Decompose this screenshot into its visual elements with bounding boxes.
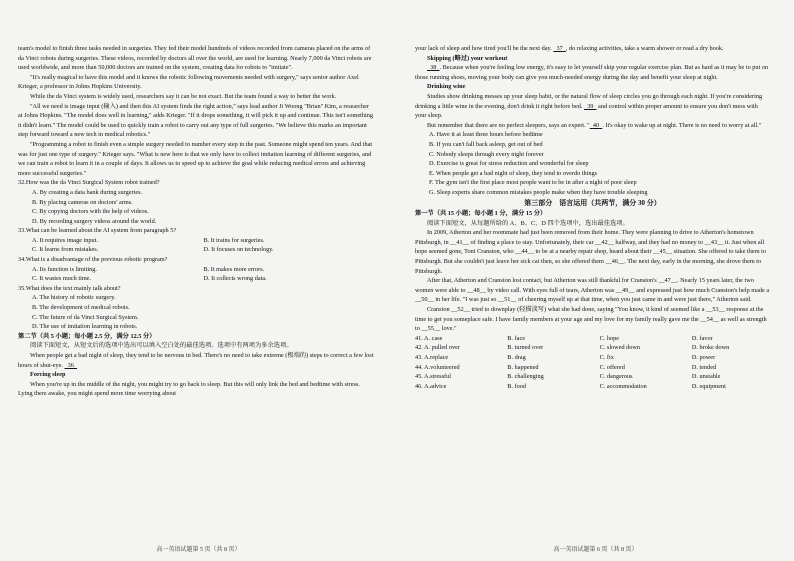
- paragraph-text: . Because when you're feeling low energy, it's easy to let yourself skip your regular exercise plan. But as hard as it may be to put on those running shoes, moving your body can give you much-needed energy during the day and benefit your sleep at night.: [415, 64, 769, 81]
- option-row: [415, 363, 770, 373]
- choice: A. Have it at least three hours before bedtime: [429, 131, 543, 139]
- option: C. It learns from mistakes.: [32, 246, 99, 254]
- paragraph: [415, 44, 770, 54]
- option: D. unstable: [691, 373, 721, 381]
- option: C. slowed down: [599, 344, 641, 352]
- option: B. turned over: [507, 344, 544, 352]
- part-title: 第三部分 语言运用（共两节，满分 30 分）: [524, 198, 661, 207]
- option: C. It wastes much time.: [32, 275, 92, 283]
- paragraph: When you're up in the middle of the night, you might try to go back to sleep. But this will only link the bed and bedtime with stress. Lying there awake, you might spend more time worrying about: [18, 380, 360, 398]
- paragraph: In 2009, Atherton and her roommate had just been removed from their home. They were planning to drive to Atherton's hometown Pittsburgh, in __41__ of finding a place to stay. Unfortunately, their car __42__ halfway, and they had no money to __43__ it. Just when all hope seemed gone, Toni Cranston, who __44__ to be at a nearby repair shop, heard about their __45__ situation. She offered to take them to Pittsburgh. But she couldn't just leave her sick cat then, so she offered them __46__. The next day, early in the morning, she drove them to Pittsburgh.: [415, 229, 766, 275]
- subheading: Skipping (略过) your workout: [427, 54, 508, 62]
- paragraph: [18, 351, 375, 370]
- paragraph-text: But remember that there are no perfect sleepers, says an expert. ": [427, 121, 590, 129]
- blank-37: [553, 45, 566, 52]
- option: C. dangerous: [599, 373, 633, 381]
- paragraph: "It's really magical to have this model and it knows the robotic following movements needed with surgery," says senior author Axel Krieger, a professor in Johns Hopkins University.: [18, 73, 359, 91]
- choice: B. If you can't fall back asleep, get out of bed: [429, 140, 543, 148]
- page-footer: 高一英语试题第 5 页（共 8 页）: [156, 547, 241, 554]
- option: C. offered: [599, 363, 625, 371]
- option: D. favor: [691, 334, 713, 342]
- subheading: Drinking wine: [427, 83, 466, 91]
- option: D. equipment: [691, 382, 726, 390]
- blank-number: 38: [430, 64, 437, 72]
- paragraph: "Programming a robot to finish even a simple surgery needed to number every step in the past. Someone might spend ten years. And that was for just one type of surgery." Krieger says. "What is new here is that we only have to collect imitation learning of different surgeries, and we can train a robot to learn it in a couple of days. It allows us to speed up to achieve the goal while reducing medical errors and achieving more successful surgeries.": [18, 140, 373, 177]
- option: D. It collects wrong data.: [203, 275, 267, 283]
- option: C. accommodation: [599, 382, 647, 390]
- section-instruction: 阅读下面短文，从短文后的选项中选出可以填入空白处的最佳选项。选项中有两项为多余选项。: [30, 342, 293, 350]
- question-35: 35.What does the text mainly talk about?: [18, 284, 121, 292]
- blank-number: 36: [67, 361, 74, 369]
- option: B. It trains for surgeries.: [203, 236, 265, 244]
- question-33: 33.What can be learned about the AI system from paragraph 5?: [18, 227, 177, 235]
- option-row: [415, 334, 770, 344]
- question-32: 32.How was the da Vinci Surgical System robot trained?: [18, 179, 160, 187]
- paragraph-text: . It's okay to wake up at night. There is no need to worry at all.": [602, 121, 762, 129]
- blank-40: [590, 122, 603, 129]
- option: B. The development of medical robots.: [32, 304, 130, 312]
- page-footer: 高一英语试题第 6 页（共 8 页）: [553, 547, 638, 554]
- option: 44. A.volunteered: [415, 363, 460, 371]
- option: A. By creating a data bank during surgeries.: [32, 188, 143, 196]
- choice: D. Exercise is great for stress reduction and wonderful for sleep: [429, 160, 589, 168]
- option: B. drag: [507, 354, 526, 361]
- section-title: 第一节（共 15 小题；每小题 1 分，满分 15 分）: [415, 210, 547, 218]
- paragraph-text: When people get a bad night of sleep, they tend to be nervous in bed. There's no need to take extreme (极端的) steps to correct a few lost hours of shut-eye.: [18, 352, 374, 369]
- choice: F. The gym isn't the first place most people want to be in after a night of poor sleep: [429, 179, 637, 187]
- question-34: 34.What is a disadvantage of the previous robotic program?: [18, 256, 168, 264]
- option: C. The future of da Vinci Surgical System.: [32, 313, 139, 321]
- option: C. By copying doctors with the help of videos.: [32, 208, 149, 216]
- option: 43. A.replace: [415, 354, 449, 361]
- option-row: [415, 353, 770, 363]
- option-row: [18, 245, 375, 255]
- paragraph-text: and control within proper amount to ensure you don't mess with your sleep.: [415, 102, 758, 120]
- option-row: [18, 236, 375, 246]
- option: B. face: [507, 334, 525, 342]
- choice: G. Sleep experts share common mistakes people make when they have trouble sleeping: [429, 188, 648, 196]
- option: 46. A.advice: [415, 382, 447, 390]
- page-6: [397, 0, 794, 561]
- paragraph: Cranston __52__ tried to downplay (轻描淡写) what she had done, saying "You know, it kind of seemed like a __53__ response at the time to get you someplace safe. I have family members at your age and my love for my family really gave me the __54__ as well as strength to __55__ love.": [415, 306, 767, 333]
- option: 41. A. case: [415, 334, 443, 342]
- blank-39: [584, 103, 597, 110]
- option-row: [18, 265, 375, 275]
- paragraph: "All we need is image input (输入) and then this AI system finds the right action," says lead author Ji Woong "Brian" Kim, a researcher at Johns Hopkins. "The model does well in learning," adds Krieger. "If it drops something, it will pick it up and continue. This isn't something it didn't learn." The model could be used to quickly train a robot to carry out any type of full surgeries. "We believe this marks an important step forward toward a new tech in medical robotics.": [18, 102, 373, 139]
- option: B. food: [507, 382, 527, 390]
- paragraph: [415, 63, 770, 82]
- blank-number: 37: [556, 45, 563, 52]
- option: 45. A.stressful: [415, 373, 451, 381]
- option: D. It focuses on technology.: [203, 246, 274, 254]
- option-row: [415, 372, 770, 382]
- option: C. fix: [599, 354, 614, 361]
- blank-38: [427, 64, 440, 71]
- choice: E. When people get a bad night of sleep, they tend to overdo things: [429, 169, 598, 177]
- option: B. happened: [507, 363, 539, 371]
- option: B. By placing cameras on doctors' arms.: [32, 198, 133, 206]
- section-instruction: 阅读下面短文，从每题所给的 A、B、C、D 四个选项中，选出最佳选项。: [427, 219, 629, 227]
- option-row: [415, 343, 770, 353]
- option: D. broke down: [691, 344, 730, 352]
- option: C. hope: [599, 334, 620, 342]
- subheading: Forcing sleep: [30, 371, 66, 379]
- blank-number: 40: [592, 121, 600, 129]
- choice: C. Nobody sleeps through every night forever: [429, 150, 544, 158]
- blank-36: [65, 362, 78, 369]
- option: D. power: [691, 354, 716, 361]
- option: B. challenging: [507, 373, 544, 381]
- paragraph-text: , do relaxing activities, take a warm shower or read a dry book.: [565, 45, 724, 52]
- option-row: [18, 274, 375, 284]
- paragraph: [415, 121, 770, 131]
- option: D. tended: [691, 363, 717, 371]
- option-row: [415, 382, 770, 392]
- option: B. It makes more errors.: [203, 265, 265, 273]
- option: A. The history of robotic surgery.: [32, 294, 116, 302]
- paragraph: [415, 92, 770, 121]
- option: A. Its function is limiting.: [32, 265, 97, 273]
- paragraph: After that, Atherton and Cranston lost contact, but Atherton was still thankful for Cranston's __47__. Nearly 15 years later, the two women were able to __48__ by video call. With eyes full of tears, Atherton was __49__ and expressed just how much Cranston's help made a __50__ in her life. "I was just so __51__ of cheering myself up at that time, when you just came in and were just there," Atherton said.: [415, 277, 770, 304]
- paragraph-text: your lack of sleep and how tired you'll be the next day.: [415, 45, 552, 52]
- option: A. It requires image input.: [32, 236, 98, 244]
- option: 42. A. pulled over: [415, 344, 460, 352]
- paragraph: While the da Vinci system is widely used, researchers say it can be not exact. But the team found a way to better the work.: [30, 92, 337, 100]
- option: D. By recording surgery videos around the world.: [32, 217, 157, 225]
- paragraph: team's model to finish three tasks needed in surgeries. They fed their model hundreds of videos recorded from cameras placed on the arms of da Vinci robots during surgeries. These videos, recorded by doctors all over the world, are used for learning. Nearly 7,000 da Vinci robots are used worldwide, and more than 50,000 doctors are trained on the system, creating data for robots to "imitate".: [18, 45, 372, 72]
- section-title: 第二节（共 5 小题；每小题 2.5 分，满分 12.5 分）: [18, 332, 156, 340]
- blank-number: 39: [587, 102, 594, 110]
- paragraph-text: Studies show drinking messes up your sleep habit, or the natural flow of sleep circles you go through each night. If you're considering drinking a little wine in the evening, don't drink it right before bed.: [415, 92, 763, 110]
- option: D. The use of imitation learning in robots.: [32, 323, 138, 331]
